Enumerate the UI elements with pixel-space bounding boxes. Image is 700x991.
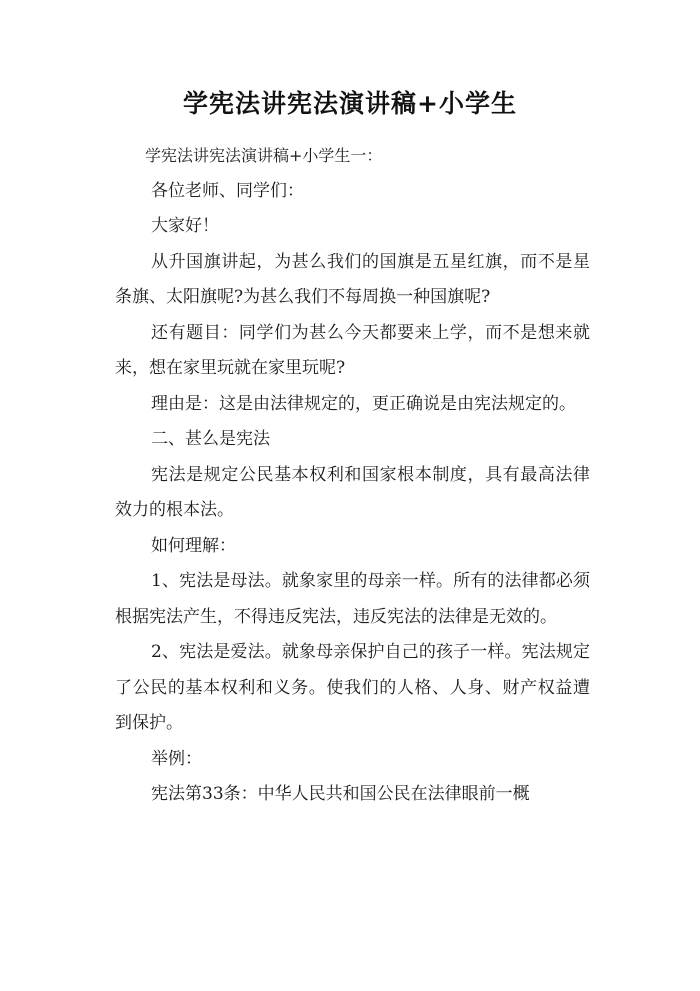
paragraph-example-label: 举例： [151, 748, 202, 769]
paragraph-school-question: 还有题目：同学们为甚么今天都要来上学，而不是想来就来，想在家里玩就在家里玩呢? [115, 322, 590, 378]
paragraph-how-to-understand: 如何理解： [151, 535, 236, 556]
paragraph-reason: 理由是：这是由法律规定的，更正确说是由宪法规定的。 [151, 393, 576, 414]
document-body [115, 138, 590, 813]
document-title: 学宪法讲宪法演讲稿+小学生 [183, 89, 517, 118]
paragraph-intro-heading: 学宪法讲宪法演讲稿+小学生一： [145, 146, 383, 165]
section-heading-what-is-constitution: 二、甚么是宪法 [151, 429, 270, 449]
paragraph-greeting: 各位老师、同学们： [151, 180, 304, 201]
paragraph-flag-question: 从升国旗讲起，为甚么我们的国旗是五星红旗，而不是星条旗、太阳旗呢?为甚么我们不每周换一种国旗呢? [115, 251, 590, 307]
paragraph-definition: 宪法是规定公民基本权利和国家根本制度，具有最高法律效力的根本法。 [115, 464, 590, 520]
paragraph-hello: 大家好！ [151, 216, 219, 236]
paragraph-article-33: 宪法第33条：中华人民共和国公民在法律眼前一概 [151, 784, 530, 804]
paragraph-point-1: 1、宪法是母法。就象家里的母亲一样。所有的法律都必须根据宪法产生，不得违反宪法，违反宪法的法律是无效的。 [115, 571, 590, 627]
paragraph-point-2: 2、宪法是爱法。就象母亲保护自己的孩子一样。宪法规定了公民的基本权利和义务。使我们的人格、人身、财产权益遭到保护。 [115, 642, 590, 733]
